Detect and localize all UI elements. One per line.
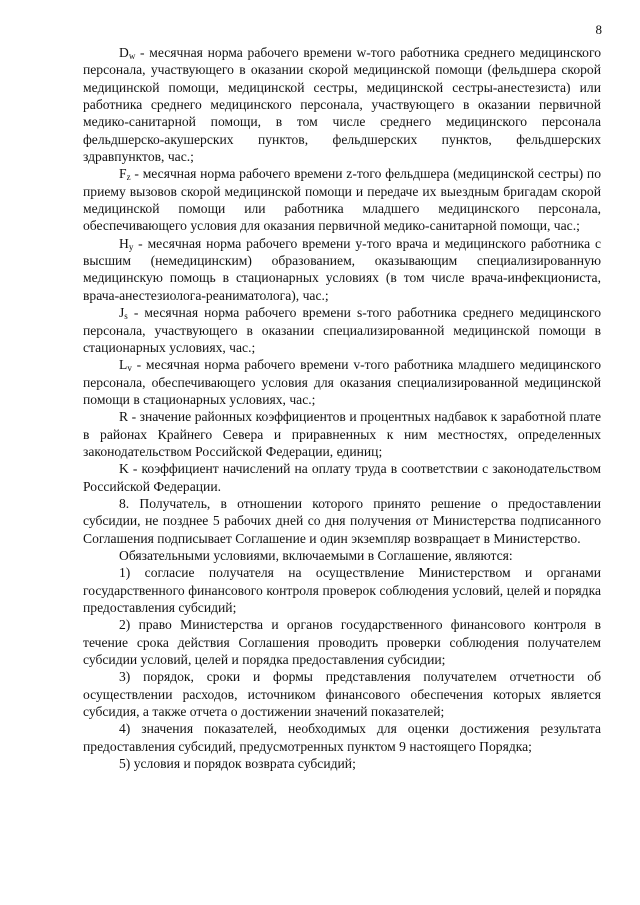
symbol-hy: $H_y$ — [119, 235, 134, 252]
document-body — [83, 44, 601, 772]
definition-r: R - значение районных коэффициентов и процентных надбавок к заработной плате в районах Крайнего Севера и приравненных к ним местностях, определенных законодательством Российской Федерации, единиц; — [83, 409, 601, 459]
symbol-fz: $F_z$ — [119, 166, 131, 183]
definition-dw: $D_w$ - месячная норма рабочего времени w-того работника среднего медицинского персонала, участвующего в оказании скорой медицинской помощи (фельдшера скорой медицинской помощи, медицинской сестры, медицинской сестры-анестезиста) или работника среднего медицинского персонала, участвующего в оказании первичной медико-санитарной помощи, в том числе среднего медицинского персонала фельдшерско-акушерских пунктов, фельдшерских пунктов, фельдшерских здравпунктов, час.; — [83, 45, 601, 165]
condition-5: 5) условия и порядок возврата субсидий; — [119, 756, 356, 772]
definition-js: $J_s$ - месячная норма рабочего времени s-того работника среднего медицинского персонала, участвующего в оказании специализированной медицинской помощи в стационарных условиях, час.; — [83, 305, 601, 355]
symbol-lv: $L_v$ — [119, 357, 132, 374]
symbol-js: $J_s$ — [119, 305, 128, 322]
page-number: 8 — [595, 22, 602, 37]
symbol-dw: $D_w$ — [119, 45, 136, 61]
symbol-k: K — [119, 461, 129, 477]
condition-4: 4) значения показателей, необходимых для оценки достижения результата предоставления субсидий, предусмотренных пунктом 9 настоящего Порядка; — [83, 721, 601, 754]
definition-k: K - коэффициент начислений на оплату труда в соответствии с законодательством Российской Федерации. — [83, 461, 601, 494]
condition-1: 1) согласие получателя на осуществление Министерством и органами государственного финансового контроля проверок соблюдения условий, целей и порядка предоставления субсидий; — [83, 565, 601, 615]
condition-2: 2) право Министерства и органов государственного финансового контроля в течение срока действия Соглашения проводить проверки соблюдения получателем субсидии условий, целей и порядка предоставления субсидии; — [83, 617, 601, 668]
definition-hy: $H_y$ - месячная норма рабочего времени y-того врача и медицинского работника с высшим (немедицинским) образованием, оказывающим специализированную медицинскую помощь в стационарных условиях (в том числе врача-инфекциониста, врача-анестезиолога-реаниматолога), час.; — [83, 235, 601, 303]
conditions-intro: Обязательными условиями, включаемыми в Соглашение, являются: — [119, 547, 513, 563]
condition-3: 3) порядок, сроки и формы представления получателем отчетности об осуществлении расходов, источником финансового обеспечения которых является субсидия, а также отчета о достижении значений показателей; — [83, 669, 601, 720]
definition-fz: $F_z$ - месячная норма рабочего времени z-того фельдшера (медицинской сестры) по приему вызовов скорой медицинской помощи и передаче их выездным бригадам скорой медицинской помощи или работника младшего медицинского персонала, обеспечивающего условия для оказания первичной медико-санитарной помощи, час.; — [83, 166, 601, 234]
definition-lv: $L_v$ - месячная норма рабочего времени v-того работника младшего медицинского персонала, обеспечивающего условия для оказания специализированной медицинской помощи в стационарных условиях, час.; — [83, 357, 601, 407]
paragraph-8: 8. Получатель, в отношении которого принято решение о предоставлении субсидии, не позднее 5 рабочих дней со дня получения от Министерства подписанного Соглашения подписывает Соглашение и один экземпляр возвращает в Министерство. — [83, 495, 601, 546]
symbol-r: R — [119, 409, 129, 425]
